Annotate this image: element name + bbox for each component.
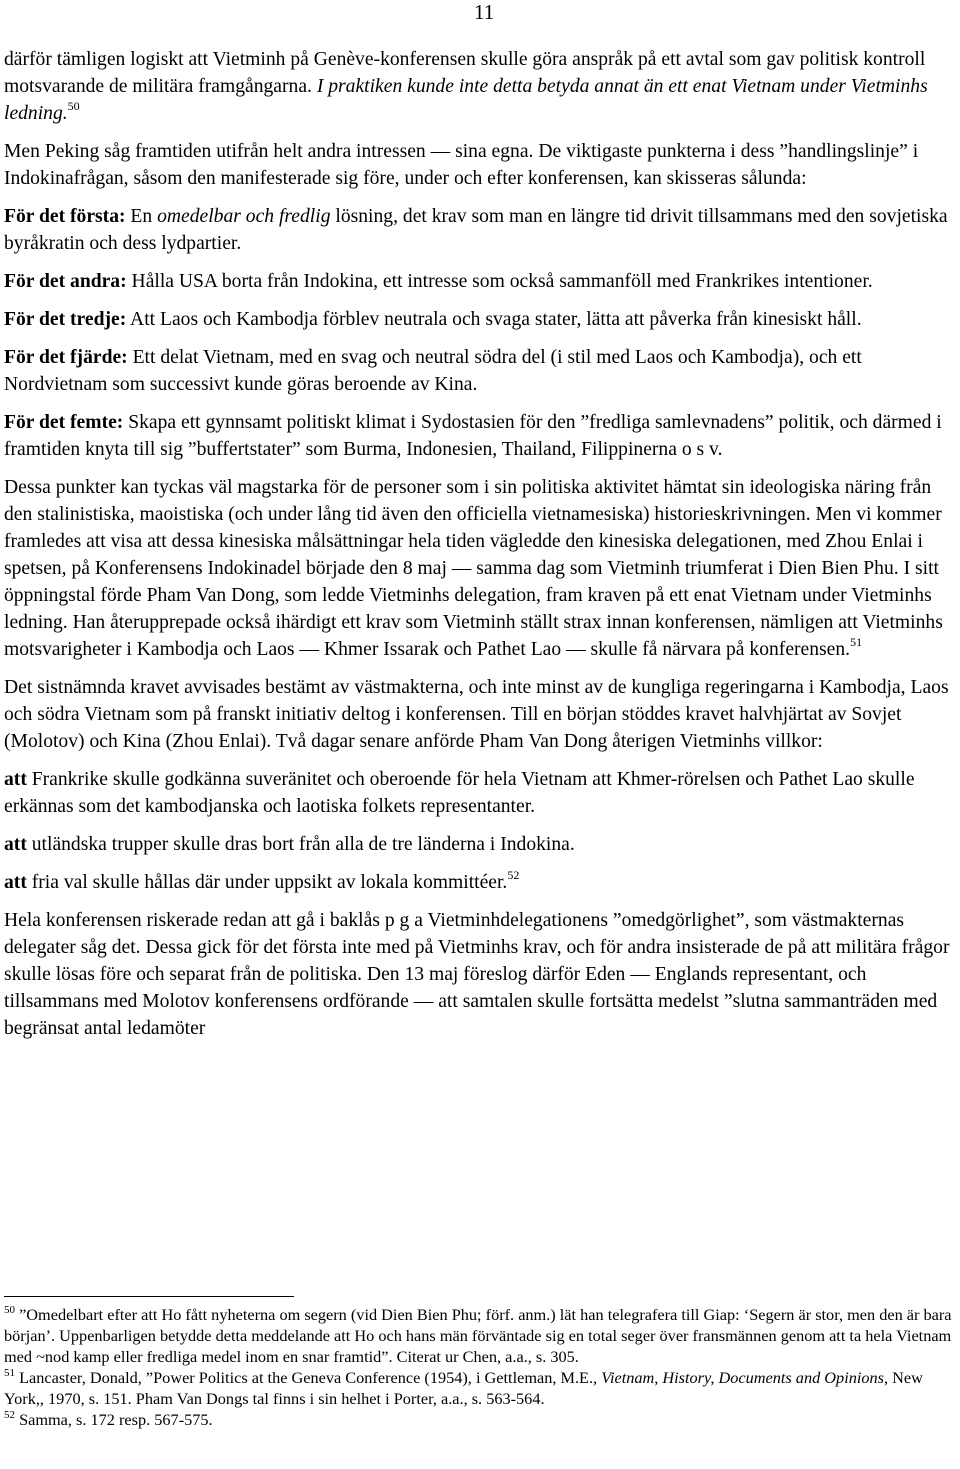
footnote-51-post: , New York,, 1970, s. 151. Pham Van Dongs tal finns i sin helhet i Porter, a.a., s. 563-564.	[4, 1368, 923, 1408]
footnote-divider	[4, 1296, 294, 1297]
att-item-3-text: fria val skulle hållas där under uppsikt av lokala kommittéer.	[26, 872, 508, 893]
footnote-51-italic: Vietnam, History, Documents and Opinions	[601, 1368, 884, 1387]
att-item-1-text: Frankrike skulle godkänna suveränitet och oberoende för hela Vietnam att Khmer-rörelsen och Pathet Lao skulle erkännas som det kambodjanska och laotiska folkets representanter.	[4, 769, 915, 817]
point-second-text: Hålla USA borta från Indokina, ett intresse som också sammanföll med Frankrikes intentioner.	[126, 271, 873, 292]
footnote-ref-52[interactable]: 52	[507, 868, 520, 882]
att-label: att	[4, 872, 27, 893]
footnote-51-number: 51	[4, 1367, 15, 1379]
point-third-text: Att Laos och Kambodja förblev neutrala och svaga stater, lätta att påverka från kinesiskt håll.	[126, 309, 862, 330]
paragraph-1	[4, 46, 956, 127]
att-item-2	[4, 831, 956, 858]
footnote-ref-50[interactable]: 50	[67, 99, 80, 113]
paragraph-1-italic: I praktiken kunde inte detta betyda annat än ett enat Vietnam under Vietminhs ledning.	[4, 76, 928, 124]
page-number: 11	[474, 0, 495, 24]
footnote-ref-51[interactable]: 51	[850, 635, 863, 649]
point-first-italic: omedelbar och fredlig	[157, 206, 331, 227]
footnote-52-text: Samma, s. 172 resp. 567-575.	[15, 1410, 213, 1429]
point-fifth-text: Skapa ett gynnsamt politiskt klimat i Sydostasien för den ”fredliga samlevnadens” politik, och därmed i framtiden knyta till sig ”buffertstater” som Burma, Indonesien, Thailand, Filippinerna o s v.	[4, 412, 942, 460]
att-item-1	[4, 766, 956, 820]
point-fourth-label: För det fjärde:	[4, 347, 128, 368]
point-first	[4, 203, 956, 257]
paragraph-4: Det sistnämnda kravet avvisades bestämt av västmakterna, och inte minst av de kungliga regeringarna i Kambodja, Laos och södra Vietnam som på franskt initiativ deltog i konferensen. Till en början stöddes kravet halvhjärtat av Sovjet (Molotov) och Kina (Zhou Enlai). Två dagar senare anförde Pham Van Dong återigen Vietminhs villkor:	[4, 677, 949, 752]
att-item-3	[4, 869, 956, 896]
point-third	[4, 306, 956, 333]
point-second	[4, 268, 956, 295]
att-label: att	[4, 834, 27, 855]
point-fifth	[4, 409, 956, 463]
footnote-50-text: ”Omedelbart efter att Ho fått nyheterna om segern (vid Dien Bien Phu; förf. anm.) lät han telegrafera till Giap: ‘Segern är stor, men den är bara början’. Uppenbarligen betydde detta meddelande att Ho och hans män förväntade sig en total seger över fransmännen genom att ta hela Vietnam med ~nod kamp eller fredliga medel inom en snar framtid”. Citerat ur Chen, a.a., s. 305.	[4, 1305, 952, 1366]
att-item-2-text: utländska trupper skulle dras bort från alla de tre länderna i Indokina.	[26, 834, 575, 855]
footnote-50-number: 50	[4, 1304, 15, 1316]
footnote-50	[4, 1304, 956, 1367]
paragraph-2: Men Peking såg framtiden utifrån helt andra intressen — sina egna. De viktigaste punkterna i dess ”handlingslinje” i Indokinafrågan, såsom den manifesterade sig före, under och efter konferensen, kan skisseras sålunda:	[4, 141, 919, 189]
point-first-post: lösning, det krav som man en längre tid drivit tillsammans med den sovjetiska byråkratin och dess lydpartier.	[4, 206, 948, 254]
paragraph-1-text: därför tämligen logiskt att Vietminh på Genève-konferensen skulle göra anspråk på ett avtal som gav politisk kontroll motsvarande de militära framgångarna.	[4, 49, 926, 97]
att-label: att	[4, 769, 27, 790]
footnote-52	[4, 1409, 956, 1430]
point-fifth-label: För det femte:	[4, 412, 124, 433]
footnote-51-pre: Lancaster, Donald, ”Power Politics at the Geneva Conference (1954), i Gettleman, M.E.,	[15, 1368, 602, 1387]
footnote-52-number: 52	[4, 1409, 15, 1421]
body-text	[4, 46, 956, 1053]
point-third-label: För det tredje:	[4, 309, 127, 330]
point-fourth-text: Ett delat Vietnam, med en svag och neutral södra del (i stil med Laos och Kambodja), och ett Nordvietnam som successivt kunde göras beroende av Kina.	[4, 347, 862, 395]
point-first-pre: En	[125, 206, 158, 227]
point-fourth	[4, 344, 956, 398]
point-second-label: För det andra:	[4, 271, 127, 292]
point-first-label: För det första:	[4, 206, 126, 227]
footnote-51	[4, 1367, 956, 1409]
paragraph-5: Hela konferensen riskerade redan att gå i baklås p g a Vietminhdelegationens ”omedgörlighet”, som västmakternas delegater såg det. Dessa gick för det första inte med på Vietminhs krav, och för andra insisterade de på att militära frågor skulle lösas före och separat från de politiska. Den 13 maj föreslog därför Eden — Englands representant, och tillsammans med Molotov konferensens ordförande — att samtalen skulle fortsätta medelst ”slutna sammanträden med begränsat antal ledamöter	[4, 910, 950, 1039]
footnotes	[4, 1304, 956, 1430]
paragraph-3-text: Dessa punkter kan tyckas väl magstarka för de personer som i sin politiska aktivitet hämtat sin ideologiska näring från den stalinistiska, maoistiska (och under lång tid även den officiella vietnamesiska) historieskrivningen. Men vi kommer framledes att visa att dessa kinesiska målsättningar hela tiden vägledde den kinesiska delegationen, med Zhou Enlai i spetsen, på Konferensens Indokinadel började den 8 maj — samma dag som Vietminh triumferat i Dien Bien Phu. I sitt öppningstal förde Pham Van Dong, som ledde Vietminhs delegation, fram kraven på ett enat Vietnam under Vietminhs ledning. Han återupprepade också ihärdigt ett krav som Vietminh ställt strax innan konferensen, nämligen att Vietminhs motsvarigheter i Kambodja och Laos — Khmer Issarak och Pathet Lao — skulle få närvara på konferensen.	[4, 477, 943, 660]
paragraph-3	[4, 474, 956, 663]
